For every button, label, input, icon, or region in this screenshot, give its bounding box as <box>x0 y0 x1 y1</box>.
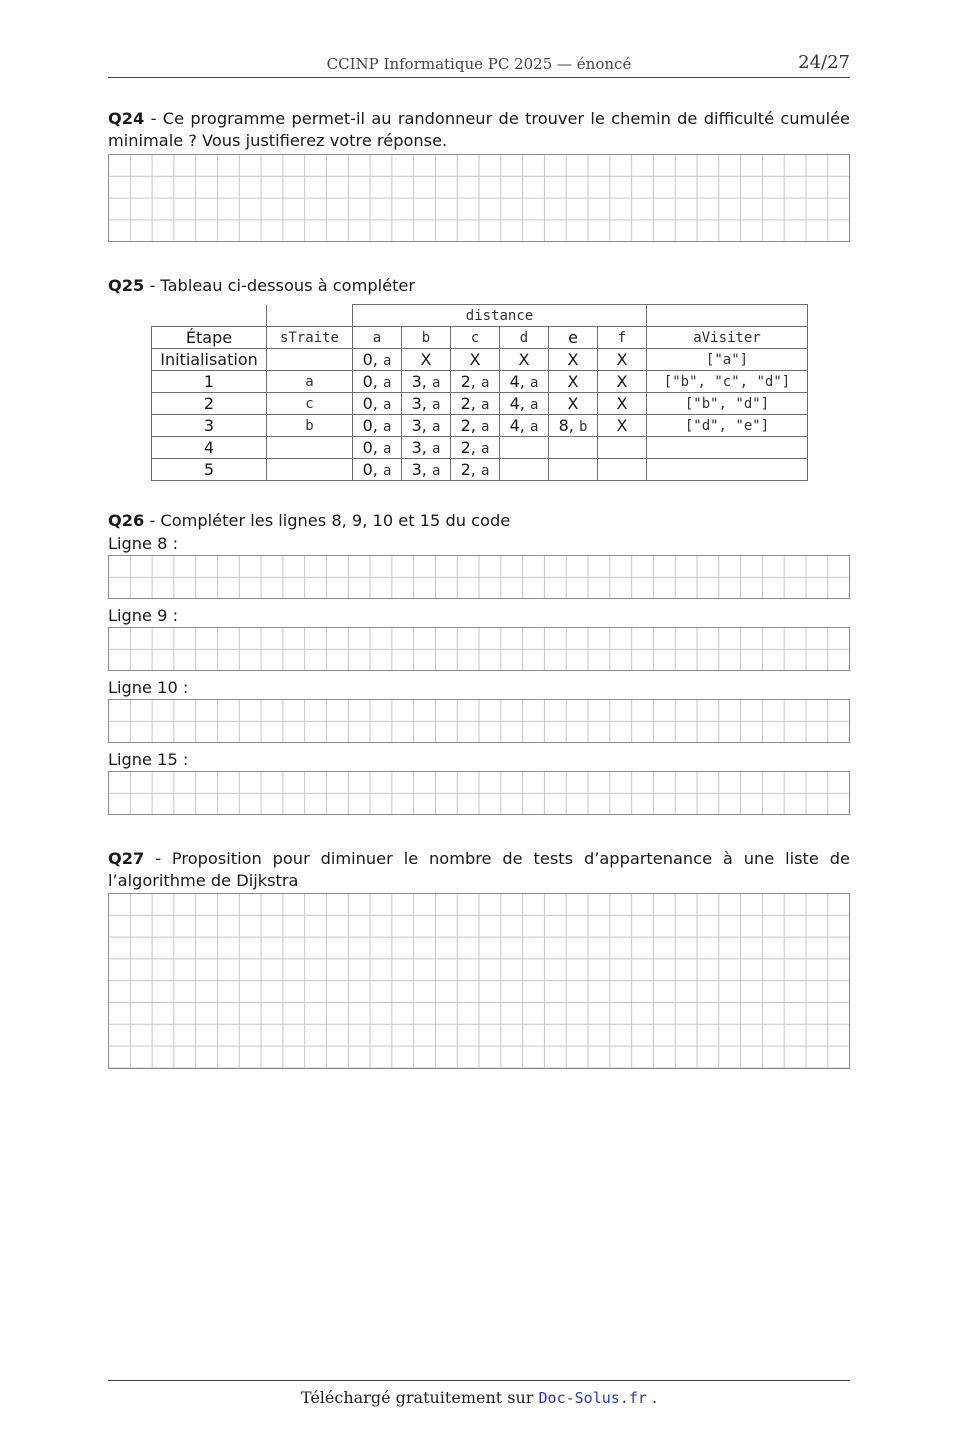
dijkstra-table <box>151 304 808 481</box>
question-q26 <box>108 510 850 532</box>
predecessor: a <box>431 419 441 435</box>
page-number: 24/27 <box>798 52 850 73</box>
col-header-b: b <box>402 327 451 349</box>
cell-distance: 3, a <box>402 371 451 393</box>
distance-value: 4 <box>509 372 520 391</box>
cell-straite <box>267 459 353 481</box>
cell-distance: 0, a <box>353 393 402 415</box>
table-row <box>152 459 808 481</box>
cell-distance <box>598 393 647 415</box>
distance-value: 8 <box>558 416 569 435</box>
table-corner <box>267 305 353 327</box>
cell-straite: b <box>267 415 353 437</box>
distance-value: 0 <box>362 394 373 413</box>
answer-grid-ligne-8[interactable] <box>108 555 850 599</box>
distance-value: 2 <box>460 394 471 413</box>
col-header-etape: Étape <box>152 327 267 349</box>
col-header-a: a <box>353 327 402 349</box>
cell-distance <box>598 459 647 481</box>
cell-distance: 2, a <box>451 459 500 481</box>
answer-grid-ligne-9[interactable] <box>108 627 850 671</box>
predecessor: a <box>382 397 392 413</box>
cell-distance: 3, a <box>402 393 451 415</box>
question-q24 <box>108 108 850 152</box>
question-text: - Compléter les lignes 8, 9, 10 et 15 du code <box>144 511 511 530</box>
distance-value: 2 <box>460 416 471 435</box>
header-rule <box>108 77 850 78</box>
header-title: CCINP Informatique PC 2025 — énoncé <box>326 55 632 73</box>
cell-distance: 0, a <box>353 349 402 371</box>
cell-avisiter: ["b", "c", "d"] <box>647 371 808 393</box>
distance-value: 4 <box>509 416 520 435</box>
cell-distance: 0, a <box>353 371 402 393</box>
answer-grid-ligne-10[interactable] <box>108 699 850 743</box>
predecessor: a <box>529 419 539 435</box>
distance-value: 0 <box>362 372 373 391</box>
table-row <box>152 415 808 437</box>
distance-value: 0 <box>362 438 373 457</box>
predecessor: a <box>480 397 490 413</box>
cell-distance <box>549 371 598 393</box>
distance-value: X <box>567 394 579 413</box>
predecessor: a <box>480 375 490 391</box>
cell-etape: 1 <box>152 371 267 393</box>
cell-etape: 3 <box>152 415 267 437</box>
col-header-d: d <box>500 327 549 349</box>
label-ligne-15: Ligne 15 : <box>108 750 189 769</box>
cell-distance: 4, a <box>500 415 549 437</box>
label-ligne-8: Ligne 8 : <box>108 534 179 553</box>
predecessor: a <box>382 353 392 369</box>
distance-value: 2 <box>460 460 471 479</box>
predecessor: a <box>382 441 392 457</box>
cell-avisiter: ["b", "d"] <box>647 393 808 415</box>
distance-value: 2 <box>460 372 471 391</box>
footer-link[interactable]: Doc-Solus.fr <box>538 1389 647 1407</box>
cell-distance <box>549 437 598 459</box>
answer-grid-ligne-15[interactable] <box>108 771 850 815</box>
cell-distance: 4, a <box>500 393 549 415</box>
cell-distance <box>451 349 500 371</box>
table-row <box>152 393 808 415</box>
label-ligne-9: Ligne 9 : <box>108 606 179 625</box>
cell-distance <box>500 459 549 481</box>
question-text: - Proposition pour diminuer le nombre de tests d’appartenance à une liste de l’algorithme de Dijkstra <box>108 849 850 890</box>
cell-distance: 2, a <box>451 437 500 459</box>
label-ligne-10: Ligne 10 : <box>108 678 189 697</box>
cell-distance <box>549 349 598 371</box>
table-corner <box>152 305 267 327</box>
question-number: Q25 <box>108 276 145 295</box>
cell-distance: 4, a <box>500 371 549 393</box>
cell-avisiter <box>647 437 808 459</box>
table-body <box>152 349 808 481</box>
distance-value: X <box>616 394 628 413</box>
cell-avisiter: ["d", "e"] <box>647 415 808 437</box>
col-header-c: c <box>451 327 500 349</box>
distance-value: X <box>518 350 530 369</box>
distance-value: 4 <box>509 394 520 413</box>
predecessor: a <box>480 463 490 479</box>
question-q27 <box>108 848 850 892</box>
predecessor: a <box>382 375 392 391</box>
predecessor: a <box>431 441 441 457</box>
cell-distance <box>598 437 647 459</box>
cell-distance: 8, b <box>549 415 598 437</box>
col-header-f: f <box>598 327 647 349</box>
predecessor: a <box>529 397 539 413</box>
cell-distance: 2, a <box>451 415 500 437</box>
distance-value: 3 <box>411 460 422 479</box>
distance-value: 2 <box>460 438 471 457</box>
cell-distance <box>598 371 647 393</box>
question-q25 <box>108 275 850 297</box>
predecessor: a <box>480 441 490 457</box>
page-header <box>108 52 850 76</box>
question-number: Q27 <box>108 849 145 868</box>
cell-distance: 2, a <box>451 371 500 393</box>
distance-value: 3 <box>411 372 422 391</box>
table-row <box>152 349 808 371</box>
question-number: Q26 <box>108 511 145 530</box>
cell-distance: 3, a <box>402 415 451 437</box>
cell-distance <box>598 415 647 437</box>
predecessor: a <box>382 463 392 479</box>
cell-distance: 0, a <box>353 459 402 481</box>
cell-distance: 0, a <box>353 437 402 459</box>
col-header-avisiter: aVisiter <box>647 327 808 349</box>
distance-value: X <box>616 350 628 369</box>
cell-avisiter: ["a"] <box>647 349 808 371</box>
cell-straite: a <box>267 371 353 393</box>
cell-etape: Initialisation <box>152 349 267 371</box>
distance-value: X <box>616 372 628 391</box>
predecessor: b <box>578 419 588 435</box>
distance-value: 0 <box>362 416 373 435</box>
predecessor: a <box>431 375 441 391</box>
distance-value: X <box>567 350 579 369</box>
distance-value: X <box>616 416 628 435</box>
footer-suffix: . <box>646 1388 658 1407</box>
cell-distance <box>402 349 451 371</box>
cell-etape: 4 <box>152 437 267 459</box>
cell-distance: 0, a <box>353 415 402 437</box>
distance-value: 3 <box>411 394 422 413</box>
cell-distance: 3, a <box>402 437 451 459</box>
answer-grid-q24[interactable] <box>108 154 850 242</box>
question-text: - Ce programme permet-il au randonneur de trouver le chemin de difficulté cumulée minimale ? Vous justifierez votre réponse. <box>108 109 850 150</box>
cell-avisiter <box>647 459 808 481</box>
predecessor: a <box>431 397 441 413</box>
predecessor: a <box>382 419 392 435</box>
distance-value: 3 <box>411 416 422 435</box>
predecessor: a <box>431 463 441 479</box>
predecessor: a <box>529 375 539 391</box>
distance-value: X <box>420 350 432 369</box>
cell-distance <box>549 393 598 415</box>
cell-distance <box>500 437 549 459</box>
cell-straite <box>267 437 353 459</box>
table-row <box>152 437 808 459</box>
distance-header: distance <box>353 305 647 327</box>
cell-distance <box>500 349 549 371</box>
distance-value: X <box>469 350 481 369</box>
cell-straite <box>267 349 353 371</box>
table-cell <box>647 305 808 327</box>
distance-value: 3 <box>411 438 422 457</box>
cell-distance: 3, a <box>402 459 451 481</box>
table-row <box>152 371 808 393</box>
footer-text: Téléchargé gratuitement sur <box>300 1388 539 1407</box>
cell-distance: 2, a <box>451 393 500 415</box>
distance-value: X <box>567 372 579 391</box>
predecessor: a <box>480 419 490 435</box>
page-footer <box>108 1388 850 1407</box>
distance-value: 0 <box>362 350 373 369</box>
cell-distance <box>598 349 647 371</box>
question-number: Q24 <box>108 109 145 128</box>
col-header-straite: sTraite <box>267 327 353 349</box>
cell-straite: c <box>267 393 353 415</box>
cell-distance <box>549 459 598 481</box>
distance-value: 0 <box>362 460 373 479</box>
col-header-e: e <box>549 327 598 349</box>
cell-etape: 5 <box>152 459 267 481</box>
question-text: - Tableau ci-dessous à compléter <box>144 276 416 295</box>
cell-etape: 2 <box>152 393 267 415</box>
answer-grid-q27[interactable] <box>108 893 850 1069</box>
footer-rule <box>108 1380 850 1381</box>
